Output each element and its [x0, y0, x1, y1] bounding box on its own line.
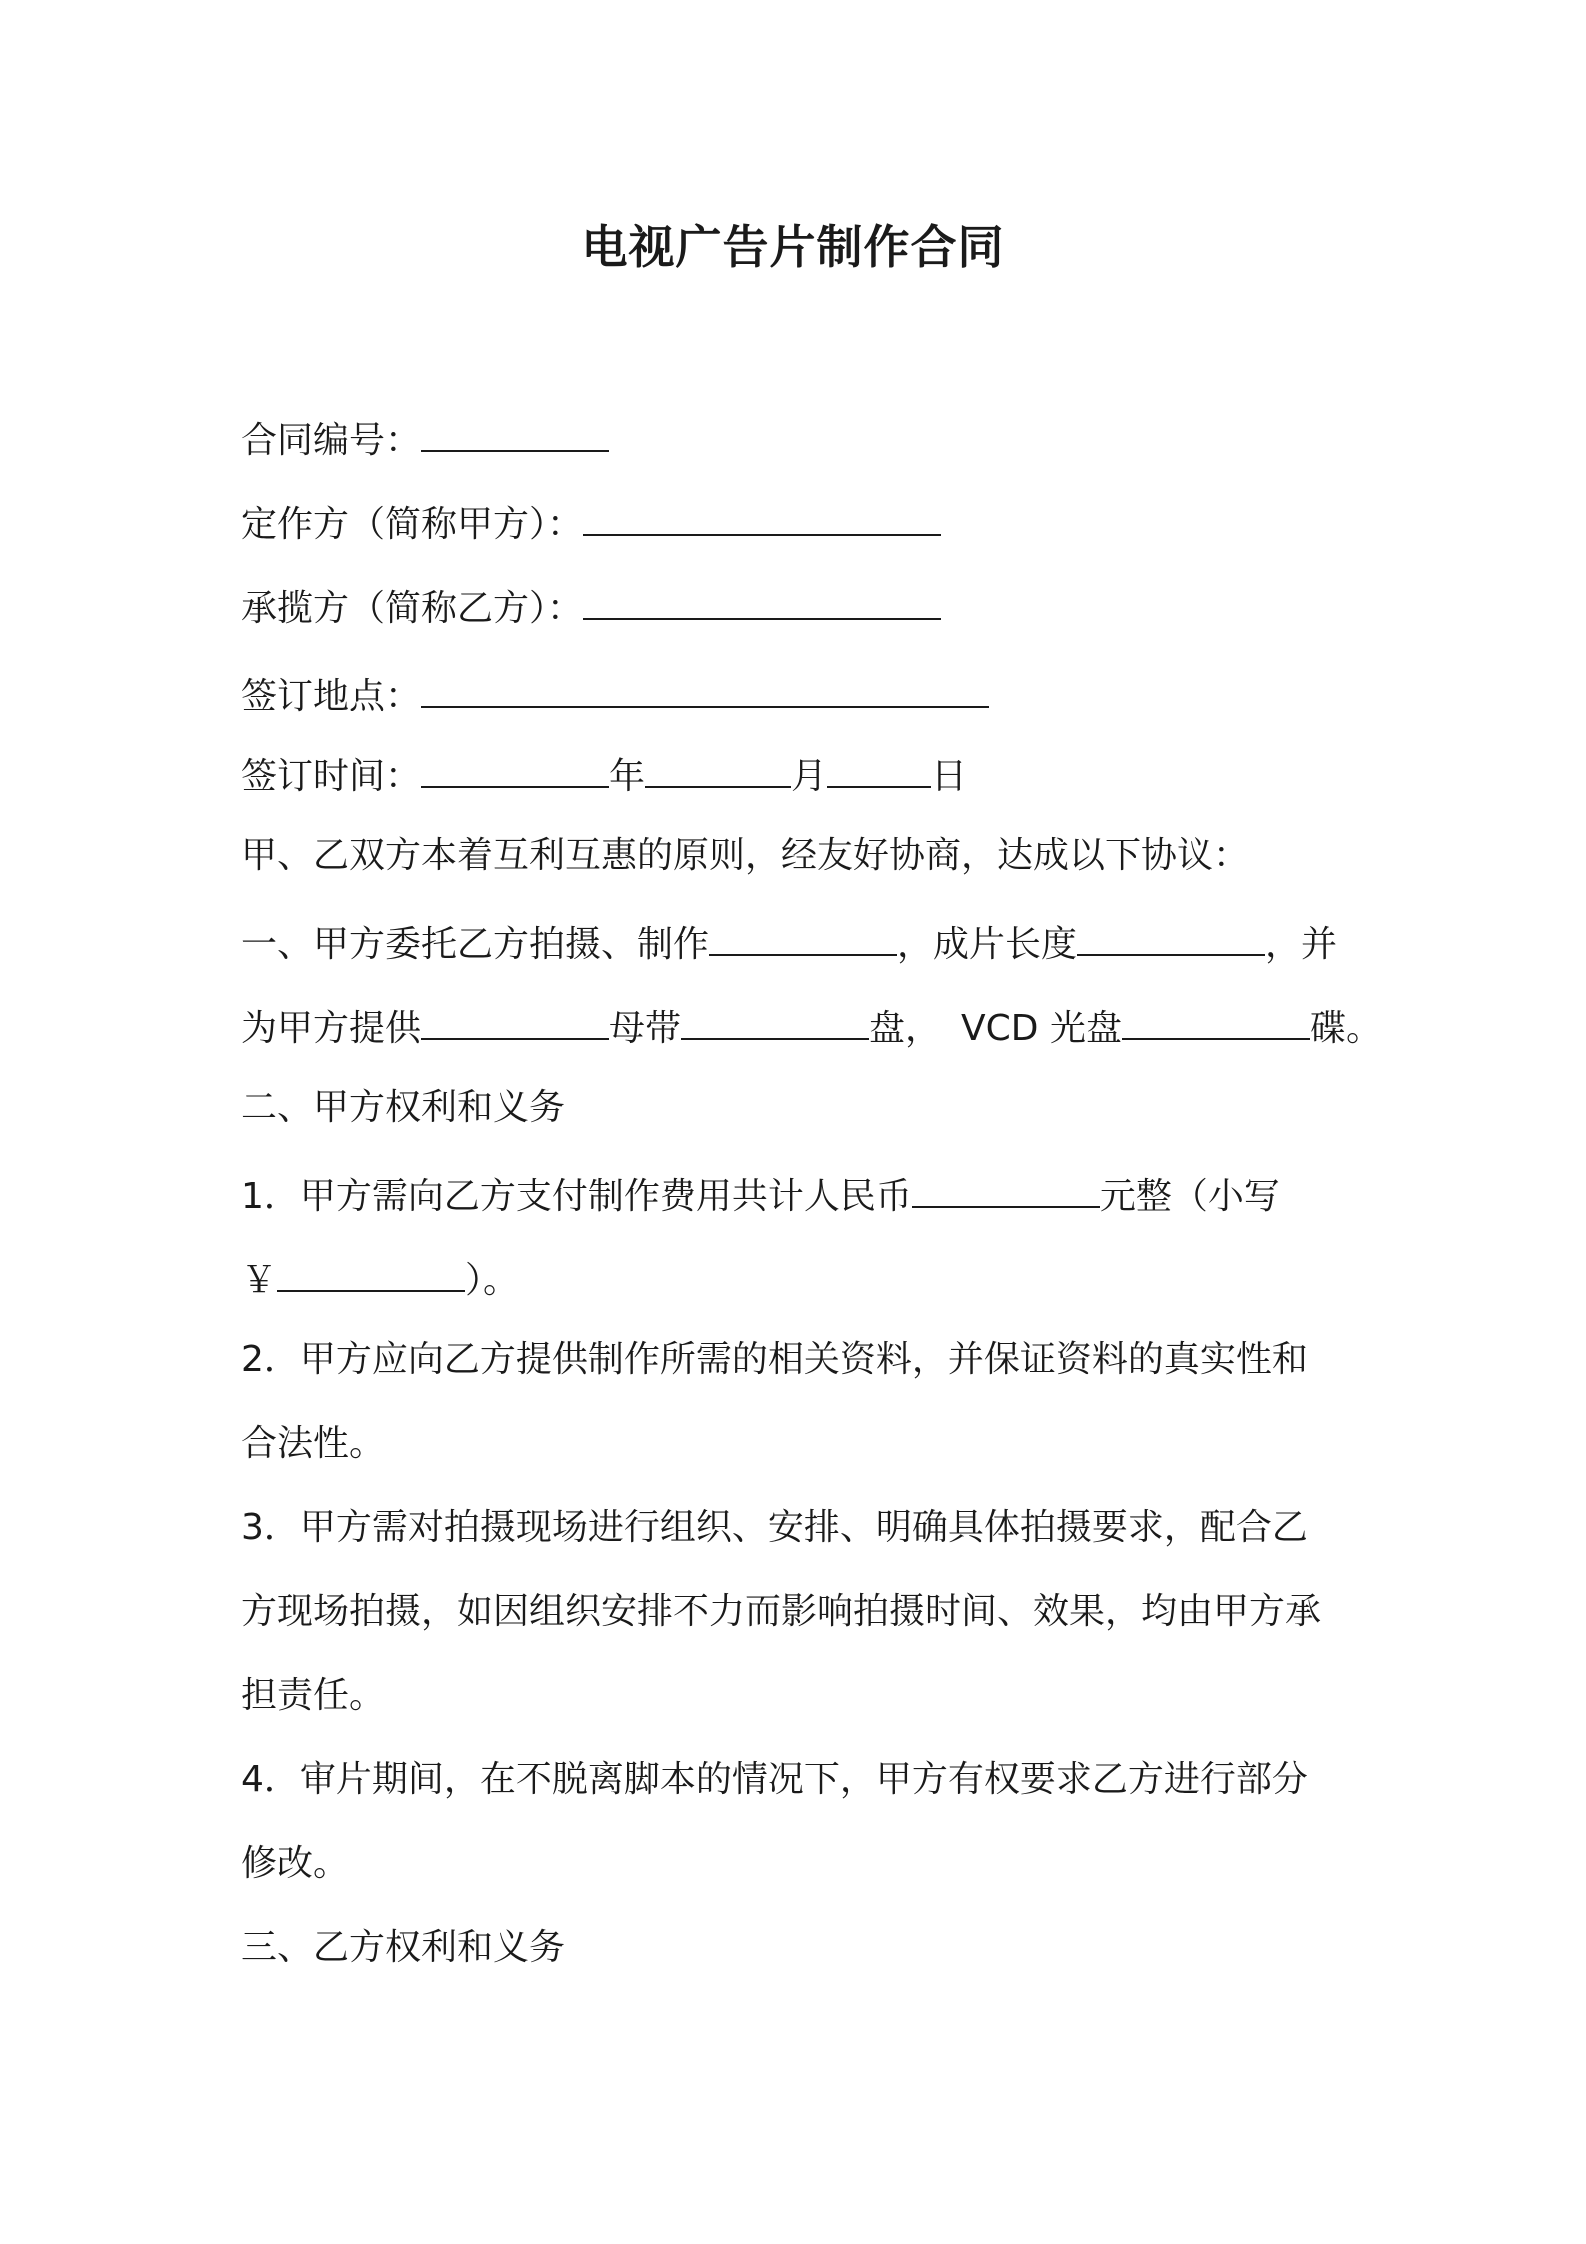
film-length-blank[interactable]	[1077, 914, 1265, 956]
clause-1-line-2	[241, 998, 1382, 1055]
fee-numeric-blank[interactable]	[277, 1250, 465, 1292]
item-4-line-2: 修改。	[241, 1843, 350, 1884]
sign-time-label: 签订时间：	[241, 756, 422, 797]
party-a-label: 定作方（简称甲方）：	[241, 504, 584, 545]
item-1-line-2	[241, 1250, 519, 1307]
month-blank[interactable]	[645, 746, 791, 788]
party-a-blank[interactable]	[583, 494, 941, 536]
vcd-count-blank[interactable]	[1122, 998, 1310, 1040]
clause-1-disc-text: 碟。	[1309, 1008, 1382, 1049]
section-2-heading: 二、甲方权利和义务	[241, 1087, 566, 1128]
clause-1-reel-text: 盘，	[869, 1008, 942, 1049]
clause-1-provide-text: 为甲方提供	[241, 1008, 422, 1049]
item-4-line-1: 4．审片期间，在不脱离脚本的情况下，甲方有权要求乙方进行部分	[241, 1759, 1308, 1800]
year-blank[interactable]	[421, 746, 609, 788]
document-title: 电视广告片制作合同	[581, 220, 1005, 274]
yuan-symbol: ￥	[241, 1260, 278, 1301]
contract-number-line	[241, 410, 609, 467]
sign-place-line	[241, 666, 989, 723]
clause-1-text: 一、甲方委托乙方拍摄、制作	[241, 924, 710, 965]
party-b-line	[241, 578, 941, 635]
fee-amount-blank[interactable]	[912, 1166, 1100, 1208]
item-1-close-text: ）。	[465, 1260, 520, 1301]
year-label: 年	[609, 756, 646, 797]
item-1-line-1	[241, 1166, 1280, 1223]
preamble-paragraph: 甲、乙双方本着互利互惠的原则，经友好协商，达成以下协议：	[241, 835, 1250, 876]
sign-place-blank[interactable]	[421, 666, 989, 708]
day-blank[interactable]	[827, 746, 931, 788]
month-label: 月	[791, 756, 828, 797]
item-1-yuan-text: 元整（小写	[1099, 1176, 1280, 1217]
item-3-line-3: 担责任。	[241, 1675, 386, 1716]
sign-place-label: 签订地点：	[241, 676, 422, 717]
clause-1-vcd-text: VCD 光盘	[961, 1008, 1122, 1049]
party-a-line	[241, 494, 941, 551]
section-3-heading: 三、乙方权利和义务	[241, 1927, 566, 1968]
party-b-label: 承揽方（简称乙方）：	[241, 588, 584, 629]
clause-1-line-1	[241, 914, 1337, 971]
item-1-text: 1．甲方需向乙方支付制作费用共计人民币	[241, 1176, 912, 1217]
clause-1-and-text: ，并	[1265, 924, 1338, 965]
production-item-blank[interactable]	[709, 914, 897, 956]
master-tape-type-blank[interactable]	[421, 998, 609, 1040]
item-3-line-2: 方现场拍摄，如因组织安排不力而影响拍摄时间、效果，均由甲方承	[241, 1591, 1322, 1632]
contract-number-label: 合同编号：	[241, 420, 422, 461]
item-3-line-1: 3．甲方需对拍摄现场进行组织、安排、明确具体拍摄要求，配合乙	[241, 1507, 1308, 1548]
clause-1-master-tape-text: 母带	[609, 1008, 682, 1049]
item-2-line-2: 合法性。	[241, 1423, 386, 1464]
clause-1-length-text: ，成片长度	[897, 924, 1078, 965]
item-2-line-1: 2．甲方应向乙方提供制作所需的相关资料，并保证资料的真实性和	[241, 1339, 1308, 1380]
sign-time-line	[241, 746, 967, 803]
master-tape-count-blank[interactable]	[681, 998, 869, 1040]
contract-number-blank[interactable]	[421, 410, 609, 452]
party-b-blank[interactable]	[583, 578, 941, 620]
day-label: 日	[931, 756, 968, 797]
